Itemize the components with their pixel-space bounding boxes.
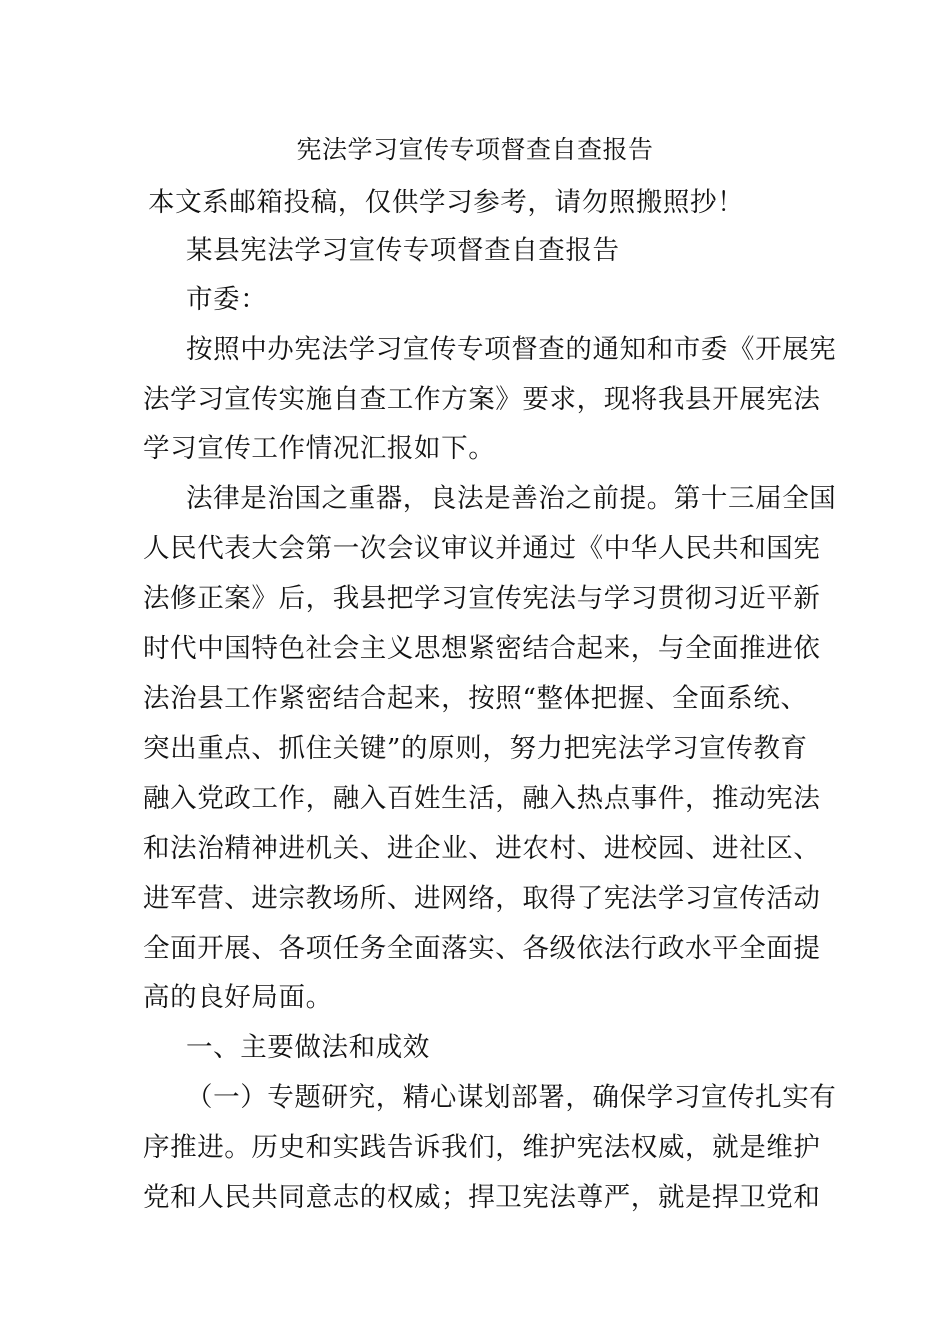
document-subtitle: 某县宪法学习宣传专项督查自查报告 — [186, 235, 620, 266]
paragraph-line: 融入党政工作，融入百姓生活，融入热点事件，推动宪法 — [143, 783, 821, 814]
paragraph-line: 学习宣传工作情况汇报如下。 — [143, 433, 496, 464]
notice-text: 本文系邮箱投稿，仅供学习参考，请勿照搬照抄！ — [148, 187, 745, 218]
paragraph-line: 按照中办宪法学习宣传专项督查的通知和市委《开展宪 — [186, 334, 837, 365]
paragraph-line: 法修正案》后，我县把学习宣传宪法与学习贯彻习近平新 — [143, 583, 821, 614]
paragraph-line: 进军营、进宗教场所、进网络，取得了宪法学习宣传活动 — [143, 883, 821, 914]
paragraph-line: 法律是治国之重器，良法是善治之前提。第十三届全国 — [186, 483, 837, 514]
paragraph-line: 序推进。历史和实践告诉我们，维护宪法权威，就是维护 — [143, 1132, 821, 1163]
paragraph-line: （一）专题研究，精心谋划部署，确保学习宣传扎实有 — [186, 1082, 837, 1113]
section-heading: 一、主要做法和成效 — [186, 1032, 430, 1063]
paragraph-line: 法治县工作紧密结合起来，按照“整体把握、全面系统、 — [143, 683, 808, 714]
paragraph-line: 党和人民共同意志的权威；捍卫宪法尊严，就是捍卫党和 — [143, 1182, 821, 1213]
salutation: 市委： — [186, 284, 268, 315]
paragraph-line: 高的良好局面。 — [143, 982, 333, 1013]
paragraph-line: 法学习宣传实施自查工作方案》要求，现将我县开展宪法 — [143, 384, 821, 415]
paragraph-line: 全面开展、各项任务全面落实、各级依法行政水平全面提 — [143, 933, 821, 964]
document-title: 宪法学习宣传专项督查自查报告 — [296, 135, 654, 164]
paragraph-line: 人民代表大会第一次会议审议并通过《中华人民共和国宪 — [143, 533, 821, 564]
paragraph-line: 突出重点、抓住关键”的原则，努力把宪法学习宣传教育 — [143, 733, 808, 764]
paragraph-line: 时代中国特色社会主义思想紧密结合起来，与全面推进依 — [143, 633, 821, 664]
paragraph-line: 和法治精神进机关、进企业、进农村、进校园、进社区、 — [143, 833, 821, 864]
